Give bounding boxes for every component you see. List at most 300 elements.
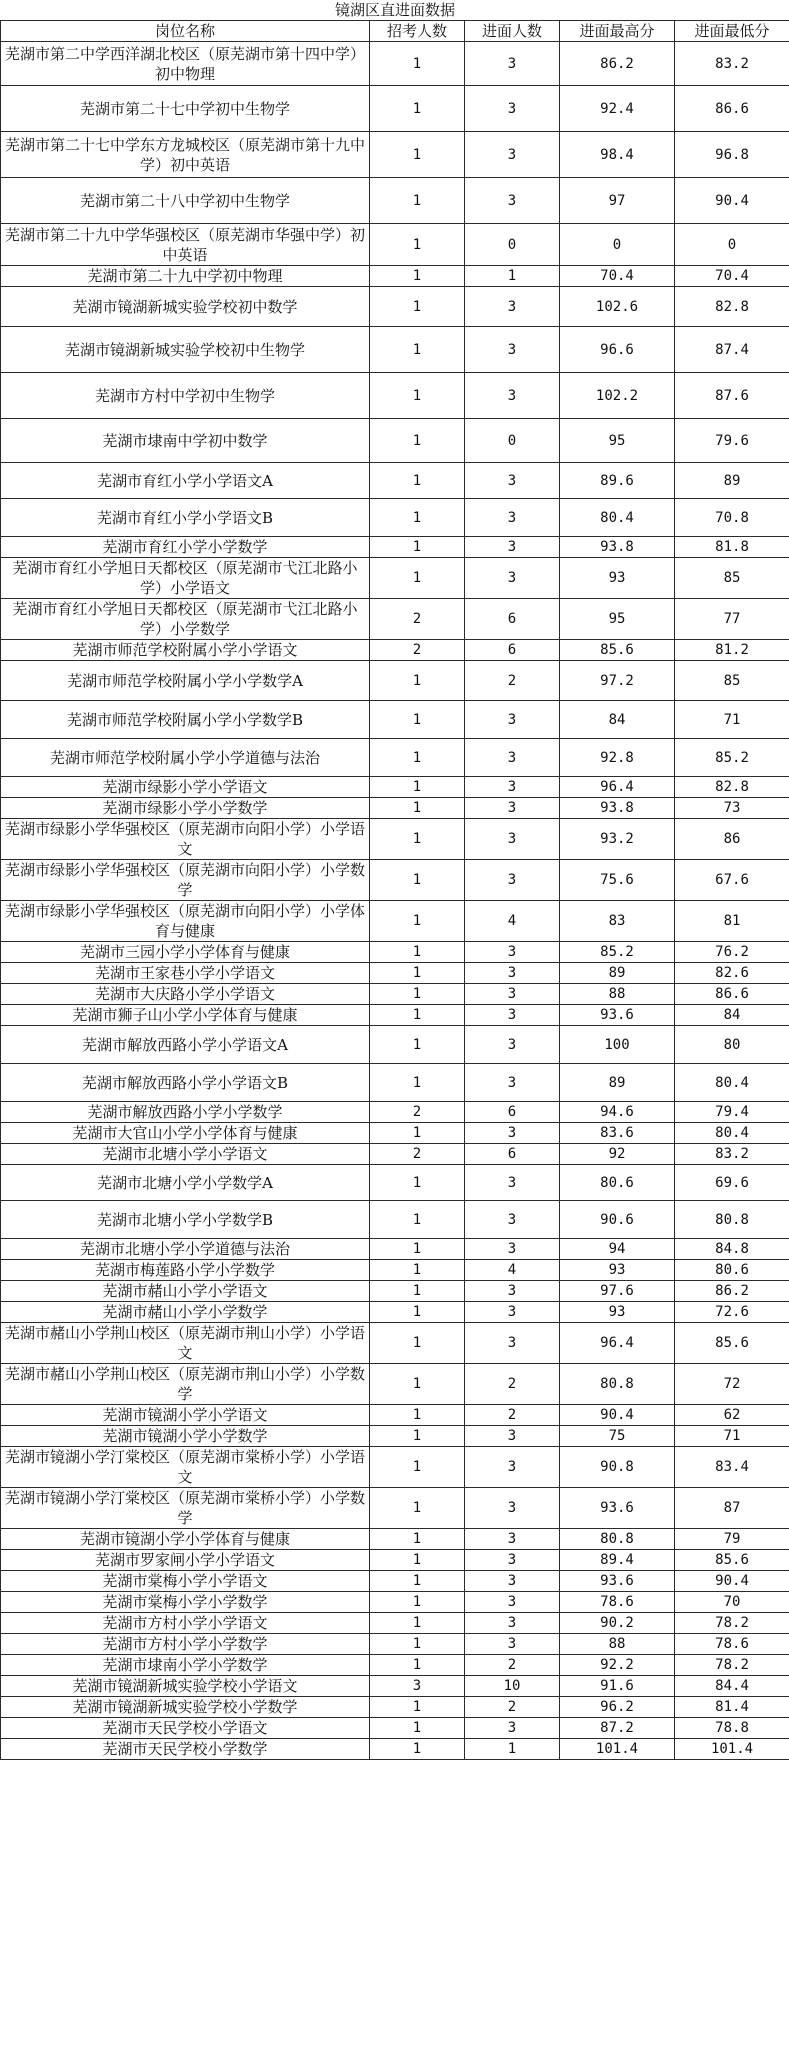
cell-max-score: 93.6	[560, 1571, 675, 1592]
cell-max-score: 95	[560, 419, 675, 463]
cell-interview-count: 3	[465, 1026, 560, 1064]
table-row	[1, 1260, 789, 1281]
header-row	[1, 21, 789, 42]
cell-recruit-count: 1	[370, 463, 465, 499]
cell-recruit-count: 1	[370, 942, 465, 963]
cell-min-score: 78.8	[675, 1718, 789, 1739]
table-row	[1, 1165, 789, 1201]
cell-interview-count: 1	[465, 266, 560, 287]
cell-min-score: 84.8	[675, 1239, 789, 1260]
cell-max-score: 94	[560, 1239, 675, 1260]
cell-min-score: 0	[675, 224, 789, 266]
cell-min-score: 86.2	[675, 1281, 789, 1302]
cell-min-score: 86.6	[675, 86, 789, 132]
cell-position-name: 芜湖市天民学校小学数学	[1, 1739, 370, 1760]
cell-recruit-count: 2	[370, 599, 465, 640]
cell-position-name: 芜湖市第二十九中学初中物理	[1, 266, 370, 287]
table-row	[1, 1144, 789, 1165]
cell-min-score: 78.2	[675, 1655, 789, 1676]
cell-min-score: 87.4	[675, 327, 789, 373]
cell-min-score: 82.8	[675, 777, 789, 798]
cell-position-name: 芜湖市埭南小学小学数学	[1, 1655, 370, 1676]
cell-interview-count: 3	[465, 1165, 560, 1201]
cell-recruit-count: 1	[370, 132, 465, 178]
cell-position-name: 芜湖市绿影小学小学语文	[1, 777, 370, 798]
cell-interview-count: 3	[465, 1529, 560, 1550]
cell-max-score: 93.6	[560, 1488, 675, 1529]
cell-max-score: 85.2	[560, 942, 675, 963]
cell-recruit-count: 1	[370, 1655, 465, 1676]
cell-position-name: 芜湖市赭山小学小学语文	[1, 1281, 370, 1302]
cell-interview-count: 3	[465, 42, 560, 86]
cell-interview-count: 3	[465, 819, 560, 860]
cell-recruit-count: 1	[370, 224, 465, 266]
cell-position-name: 芜湖市王家巷小学小学语文	[1, 963, 370, 984]
cell-interview-count: 3	[465, 178, 560, 224]
cell-position-name: 芜湖市师范学校附属小学小学数学A	[1, 661, 370, 701]
cell-max-score: 80.6	[560, 1165, 675, 1201]
cell-interview-count: 3	[465, 1488, 560, 1529]
cell-max-score: 95	[560, 599, 675, 640]
cell-interview-count: 3	[465, 1005, 560, 1026]
cell-min-score: 85	[675, 661, 789, 701]
table-row	[1, 1239, 789, 1260]
cell-min-score: 85.6	[675, 1550, 789, 1571]
cell-min-score: 101.4	[675, 1739, 789, 1760]
cell-min-score: 87.6	[675, 373, 789, 419]
cell-min-score: 86.6	[675, 984, 789, 1005]
cell-max-score: 70.4	[560, 266, 675, 287]
table-row	[1, 224, 789, 266]
table-row	[1, 739, 789, 777]
cell-min-score: 62	[675, 1405, 789, 1426]
cell-position-name: 芜湖市育红小学小学语文B	[1, 499, 370, 537]
cell-position-name: 芜湖市方村小学小学语文	[1, 1613, 370, 1634]
cell-position-name: 芜湖市师范学校附属小学小学道德与法治	[1, 739, 370, 777]
cell-position-name: 芜湖市育红小学小学语文A	[1, 463, 370, 499]
cell-interview-count: 3	[465, 1201, 560, 1239]
cell-position-name: 芜湖市育红小学旭日天都校区（原芜湖市弋江北路小学）小学数学	[1, 599, 370, 640]
cell-max-score: 85.6	[560, 640, 675, 661]
cell-max-score: 80.8	[560, 1364, 675, 1405]
table-row	[1, 1739, 789, 1760]
cell-position-name: 芜湖市镜湖小学小学体育与健康	[1, 1529, 370, 1550]
cell-max-score: 100	[560, 1026, 675, 1064]
cell-min-score: 71	[675, 701, 789, 739]
cell-recruit-count: 1	[370, 1302, 465, 1323]
cell-min-score: 83.2	[675, 42, 789, 86]
cell-max-score: 96.4	[560, 1323, 675, 1364]
cell-max-score: 89	[560, 1064, 675, 1102]
cell-position-name: 芜湖市北塘小学小学数学B	[1, 1201, 370, 1239]
cell-recruit-count: 1	[370, 1005, 465, 1026]
cell-interview-count: 3	[465, 963, 560, 984]
cell-position-name: 芜湖市方村小学小学数学	[1, 1634, 370, 1655]
cell-max-score: 93	[560, 558, 675, 599]
cell-recruit-count: 1	[370, 1123, 465, 1144]
cell-min-score: 78.2	[675, 1613, 789, 1634]
table-row	[1, 373, 789, 419]
cell-recruit-count: 2	[370, 1144, 465, 1165]
cell-recruit-count: 1	[370, 1571, 465, 1592]
cell-recruit-count: 1	[370, 984, 465, 1005]
cell-max-score: 93.8	[560, 537, 675, 558]
cell-min-score: 90.4	[675, 178, 789, 224]
cell-recruit-count: 1	[370, 287, 465, 327]
cell-position-name: 芜湖市解放西路小学小学语文A	[1, 1026, 370, 1064]
cell-recruit-count: 1	[370, 1260, 465, 1281]
cell-interview-count: 4	[465, 1260, 560, 1281]
cell-min-score: 82.6	[675, 963, 789, 984]
cell-recruit-count: 1	[370, 1323, 465, 1364]
cell-max-score: 78.6	[560, 1592, 675, 1613]
cell-recruit-count: 1	[370, 860, 465, 901]
cell-recruit-count: 1	[370, 1550, 465, 1571]
cell-interview-count: 3	[465, 1613, 560, 1634]
cell-recruit-count: 1	[370, 537, 465, 558]
cell-recruit-count: 1	[370, 798, 465, 819]
cell-position-name: 芜湖市梅莲路小学小学数学	[1, 1260, 370, 1281]
cell-max-score: 91.6	[560, 1676, 675, 1697]
cell-recruit-count: 1	[370, 1529, 465, 1550]
table-row	[1, 1302, 789, 1323]
cell-recruit-count: 1	[370, 963, 465, 984]
table-row	[1, 1571, 789, 1592]
cell-max-score: 75.6	[560, 860, 675, 901]
cell-min-score: 72.6	[675, 1302, 789, 1323]
cell-position-name: 芜湖市方村中学初中生物学	[1, 373, 370, 419]
table-row	[1, 42, 789, 86]
cell-interview-count: 3	[465, 1323, 560, 1364]
cell-position-name: 芜湖市罗家闸小学小学语文	[1, 1550, 370, 1571]
cell-position-name: 芜湖市棠梅小学小学数学	[1, 1592, 370, 1613]
cell-interview-count: 3	[465, 777, 560, 798]
cell-min-score: 89	[675, 463, 789, 499]
cell-interview-count: 3	[465, 1123, 560, 1144]
table-row	[1, 1529, 789, 1550]
cell-max-score: 75	[560, 1426, 675, 1447]
table-row	[1, 1592, 789, 1613]
cell-recruit-count: 1	[370, 419, 465, 463]
cell-position-name: 芜湖市镜湖小学汀棠校区（原芜湖市棠桥小学）小学语文	[1, 1447, 370, 1488]
cell-min-score: 72	[675, 1364, 789, 1405]
cell-max-score: 97.6	[560, 1281, 675, 1302]
table-row	[1, 463, 789, 499]
cell-position-name: 芜湖市育红小学旭日天都校区（原芜湖市弋江北路小学）小学语文	[1, 558, 370, 599]
cell-position-name: 芜湖市师范学校附属小学小学数学B	[1, 701, 370, 739]
cell-position-name: 芜湖市第二十八中学初中生物学	[1, 178, 370, 224]
cell-min-score: 84	[675, 1005, 789, 1026]
cell-max-score: 89.4	[560, 1550, 675, 1571]
cell-interview-count: 6	[465, 1102, 560, 1123]
table-row	[1, 1718, 789, 1739]
cell-max-score: 86.2	[560, 42, 675, 86]
cell-max-score: 90.8	[560, 1447, 675, 1488]
cell-position-name: 芜湖市绿影小学小学数学	[1, 798, 370, 819]
cell-min-score: 79.4	[675, 1102, 789, 1123]
cell-recruit-count: 1	[370, 1426, 465, 1447]
cell-recruit-count: 1	[370, 1405, 465, 1426]
cell-min-score: 79.6	[675, 419, 789, 463]
cell-position-name: 芜湖市埭南中学初中数学	[1, 419, 370, 463]
table-row	[1, 984, 789, 1005]
cell-interview-count: 3	[465, 558, 560, 599]
cell-interview-count: 3	[465, 1718, 560, 1739]
cell-recruit-count: 2	[370, 640, 465, 661]
cell-min-score: 85	[675, 558, 789, 599]
cell-min-score: 96.8	[675, 132, 789, 178]
cell-recruit-count: 1	[370, 777, 465, 798]
table-row	[1, 1550, 789, 1571]
cell-interview-count: 3	[465, 463, 560, 499]
cell-interview-count: 3	[465, 1447, 560, 1488]
cell-position-name: 芜湖市第二中学西洋湖北校区（原芜湖市第十四中学）初中物理	[1, 42, 370, 86]
cell-interview-count: 3	[465, 1550, 560, 1571]
table-row	[1, 1447, 789, 1488]
cell-min-score: 83.2	[675, 1144, 789, 1165]
cell-interview-count: 3	[465, 984, 560, 1005]
table-row	[1, 1613, 789, 1634]
cell-max-score: 90.4	[560, 1405, 675, 1426]
cell-max-score: 96.2	[560, 1697, 675, 1718]
table-row	[1, 1064, 789, 1102]
table-row	[1, 860, 789, 901]
header-interview-count: 进面人数	[465, 21, 560, 42]
cell-interview-count: 3	[465, 1426, 560, 1447]
table-row	[1, 1426, 789, 1447]
cell-interview-count: 3	[465, 798, 560, 819]
cell-max-score: 92.4	[560, 86, 675, 132]
cell-recruit-count: 2	[370, 1102, 465, 1123]
cell-min-score: 76.2	[675, 942, 789, 963]
cell-recruit-count: 1	[370, 327, 465, 373]
cell-position-name: 芜湖市师范学校附属小学小学语文	[1, 640, 370, 661]
cell-interview-count: 6	[465, 640, 560, 661]
cell-min-score: 70.8	[675, 499, 789, 537]
cell-position-name: 芜湖市镜湖小学汀棠校区（原芜湖市棠桥小学）小学数学	[1, 1488, 370, 1529]
cell-min-score: 80.8	[675, 1201, 789, 1239]
cell-interview-count: 10	[465, 1676, 560, 1697]
cell-recruit-count: 1	[370, 701, 465, 739]
cell-min-score: 82.8	[675, 287, 789, 327]
cell-position-name: 芜湖市大庆路小学小学语文	[1, 984, 370, 1005]
cell-min-score: 77	[675, 599, 789, 640]
cell-max-score: 92	[560, 1144, 675, 1165]
table-row	[1, 132, 789, 178]
table-row	[1, 266, 789, 287]
cell-position-name: 芜湖市北塘小学小学语文	[1, 1144, 370, 1165]
cell-min-score: 80.6	[675, 1260, 789, 1281]
cell-position-name: 芜湖市镜湖新城实验学校小学数学	[1, 1697, 370, 1718]
cell-position-name: 芜湖市第二十九中学华强校区（原芜湖市华强中学）初中英语	[1, 224, 370, 266]
cell-interview-count: 3	[465, 1592, 560, 1613]
table-row	[1, 327, 789, 373]
cell-min-score: 86	[675, 819, 789, 860]
cell-position-name: 芜湖市解放西路小学小学数学	[1, 1102, 370, 1123]
cell-position-name: 芜湖市北塘小学小学道德与法治	[1, 1239, 370, 1260]
table-row	[1, 1323, 789, 1364]
cell-recruit-count: 1	[370, 1364, 465, 1405]
cell-max-score: 80.8	[560, 1529, 675, 1550]
cell-recruit-count: 1	[370, 178, 465, 224]
cell-interview-count: 4	[465, 901, 560, 942]
cell-max-score: 98.4	[560, 132, 675, 178]
table-row	[1, 1405, 789, 1426]
cell-recruit-count: 1	[370, 1165, 465, 1201]
table-row	[1, 419, 789, 463]
cell-max-score: 101.4	[560, 1739, 675, 1760]
cell-position-name: 芜湖市镜湖新城实验学校小学语文	[1, 1676, 370, 1697]
cell-recruit-count: 1	[370, 1064, 465, 1102]
cell-interview-count: 3	[465, 373, 560, 419]
cell-max-score: 97.2	[560, 661, 675, 701]
table-row	[1, 701, 789, 739]
cell-max-score: 80.4	[560, 499, 675, 537]
cell-min-score: 79	[675, 1529, 789, 1550]
cell-min-score: 81.8	[675, 537, 789, 558]
cell-min-score: 78.6	[675, 1634, 789, 1655]
table-row	[1, 1488, 789, 1529]
cell-interview-count: 3	[465, 1281, 560, 1302]
cell-recruit-count: 1	[370, 373, 465, 419]
cell-recruit-count: 1	[370, 266, 465, 287]
cell-recruit-count: 1	[370, 739, 465, 777]
cell-min-score: 73	[675, 798, 789, 819]
cell-recruit-count: 1	[370, 901, 465, 942]
header-recruit-count: 招考人数	[370, 21, 465, 42]
cell-position-name: 芜湖市北塘小学小学数学A	[1, 1165, 370, 1201]
cell-interview-count: 3	[465, 1239, 560, 1260]
cell-max-score: 88	[560, 1634, 675, 1655]
cell-recruit-count: 1	[370, 819, 465, 860]
header-min-score: 进面最低分	[675, 21, 789, 42]
cell-interview-count: 3	[465, 860, 560, 901]
cell-min-score: 80.4	[675, 1064, 789, 1102]
cell-position-name: 芜湖市狮子山小学小学体育与健康	[1, 1005, 370, 1026]
cell-position-name: 芜湖市赭山小学小学数学	[1, 1302, 370, 1323]
table-row	[1, 1655, 789, 1676]
cell-max-score: 93	[560, 1302, 675, 1323]
table-row	[1, 661, 789, 701]
cell-recruit-count: 1	[370, 558, 465, 599]
cell-recruit-count: 3	[370, 1676, 465, 1697]
cell-recruit-count: 1	[370, 1488, 465, 1529]
table-row	[1, 901, 789, 942]
cell-interview-count: 6	[465, 599, 560, 640]
table-row	[1, 1102, 789, 1123]
table-row	[1, 1634, 789, 1655]
cell-max-score: 93.6	[560, 1005, 675, 1026]
cell-recruit-count: 1	[370, 1634, 465, 1655]
cell-position-name: 芜湖市天民学校小学语文	[1, 1718, 370, 1739]
table-row	[1, 178, 789, 224]
cell-recruit-count: 1	[370, 1026, 465, 1064]
cell-min-score: 81.2	[675, 640, 789, 661]
cell-min-score: 70	[675, 1592, 789, 1613]
cell-interview-count: 2	[465, 1655, 560, 1676]
cell-interview-count: 3	[465, 1634, 560, 1655]
cell-interview-count: 3	[465, 1302, 560, 1323]
cell-recruit-count: 1	[370, 1239, 465, 1260]
table-row	[1, 1201, 789, 1239]
cell-interview-count: 3	[465, 537, 560, 558]
table-row	[1, 1005, 789, 1026]
cell-interview-count: 3	[465, 327, 560, 373]
cell-max-score: 87.2	[560, 1718, 675, 1739]
cell-position-name: 芜湖市赭山小学荆山校区（原芜湖市荆山小学）小学语文	[1, 1323, 370, 1364]
cell-max-score: 102.2	[560, 373, 675, 419]
cell-max-score: 83	[560, 901, 675, 942]
cell-max-score: 90.6	[560, 1201, 675, 1239]
cell-recruit-count: 1	[370, 1718, 465, 1739]
cell-min-score: 84.4	[675, 1676, 789, 1697]
cell-min-score: 83.4	[675, 1447, 789, 1488]
cell-recruit-count: 1	[370, 1201, 465, 1239]
cell-position-name: 芜湖市赭山小学荆山校区（原芜湖市荆山小学）小学数学	[1, 1364, 370, 1405]
table-row	[1, 1026, 789, 1064]
cell-position-name: 芜湖市镜湖小学小学语文	[1, 1405, 370, 1426]
cell-recruit-count: 1	[370, 1697, 465, 1718]
cell-max-score: 89.6	[560, 463, 675, 499]
cell-recruit-count: 1	[370, 1281, 465, 1302]
cell-interview-count: 3	[465, 287, 560, 327]
table-row	[1, 1123, 789, 1144]
cell-max-score: 102.6	[560, 287, 675, 327]
cell-recruit-count: 1	[370, 499, 465, 537]
table-title: 镜湖区直进面数据	[1, 0, 789, 21]
cell-position-name: 芜湖市棠梅小学小学语文	[1, 1571, 370, 1592]
table-row	[1, 86, 789, 132]
cell-recruit-count: 1	[370, 1447, 465, 1488]
cell-max-score: 96.4	[560, 777, 675, 798]
cell-min-score: 85.2	[675, 739, 789, 777]
cell-position-name: 芜湖市育红小学小学数学	[1, 537, 370, 558]
table-row	[1, 942, 789, 963]
cell-position-name: 芜湖市镜湖新城实验学校初中生物学	[1, 327, 370, 373]
cell-interview-count: 3	[465, 1571, 560, 1592]
cell-position-name: 芜湖市镜湖小学小学数学	[1, 1426, 370, 1447]
cell-interview-count: 0	[465, 419, 560, 463]
cell-min-score: 80.4	[675, 1123, 789, 1144]
table-row	[1, 1364, 789, 1405]
table-row	[1, 537, 789, 558]
title-row	[1, 0, 789, 21]
cell-position-name: 芜湖市大官山小学小学体育与健康	[1, 1123, 370, 1144]
cell-min-score: 90.4	[675, 1571, 789, 1592]
cell-min-score: 70.4	[675, 266, 789, 287]
table-row	[1, 777, 789, 798]
cell-recruit-count: 1	[370, 86, 465, 132]
cell-interview-count: 1	[465, 1739, 560, 1760]
cell-interview-count: 3	[465, 132, 560, 178]
table-row	[1, 819, 789, 860]
cell-position-name: 芜湖市第二十七中学初中生物学	[1, 86, 370, 132]
table-row	[1, 1676, 789, 1697]
cell-max-score: 94.6	[560, 1102, 675, 1123]
cell-recruit-count: 1	[370, 661, 465, 701]
table-row	[1, 599, 789, 640]
cell-max-score: 88	[560, 984, 675, 1005]
cell-max-score: 93.2	[560, 819, 675, 860]
cell-interview-count: 3	[465, 942, 560, 963]
cell-min-score: 81.4	[675, 1697, 789, 1718]
table-body	[1, 0, 789, 1760]
cell-min-score: 80	[675, 1026, 789, 1064]
header-position-name: 岗位名称	[1, 21, 370, 42]
cell-interview-count: 3	[465, 701, 560, 739]
cell-position-name: 芜湖市镜湖新城实验学校初中数学	[1, 287, 370, 327]
cell-min-score: 81	[675, 901, 789, 942]
